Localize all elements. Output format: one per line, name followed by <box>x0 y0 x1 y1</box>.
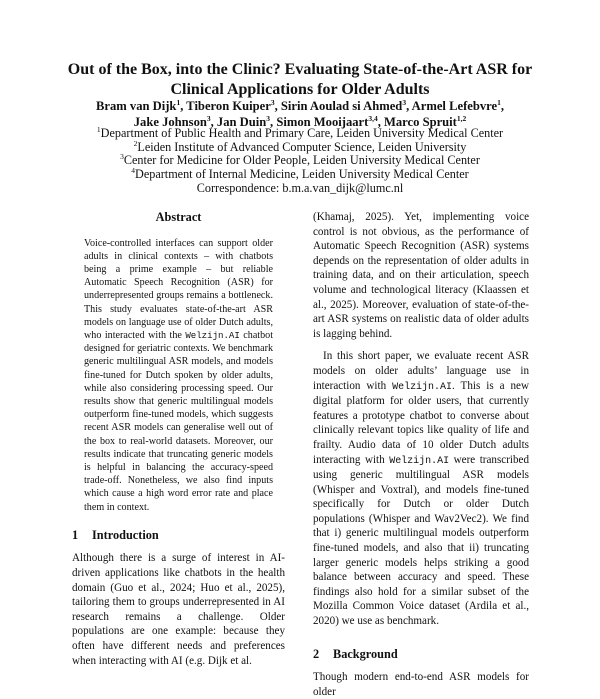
platform-name: Welzijn.AI <box>389 454 450 466</box>
platform-name: Welzijn.AI <box>392 380 453 392</box>
author: Simon Mooijaart$^{3,4}$ <box>276 113 378 129</box>
author: Sirin Aoulad si Ahmed$^3$ <box>280 97 407 113</box>
author: Tiberon Kuiper$^3$ <box>186 97 275 113</box>
background-paragraph: Though modern end-to-end ASR models for older <box>313 671 529 698</box>
body-paragraph: In this short paper, we evaluate recent ASR models on older adults’ language use in interaction with Welzijn.AI. This is a new digital platform for older users, that currently features a prototype chatbot to converse about clinically relevant topics like quality of life and frailty. Audio data of 10 older Dutch adults interacting with Welzijn.AI were transcribed using generic multilingual ASR models (Whisper and Voxtral), and models fine-tuned specifically for Dutch or older Dutch populations (Whisper and Wav2Vec2). We find that i) generic multilingual models outperform fine-tuned models, and also that ii) truncating larger generic models helps striking a good balance between accuracy and speed. These findings also hold for a similar subset of the Mozilla Common Voice dataset (Ardila et al., 2020) we use as benchmark. <box>313 350 529 628</box>
author: Marco Spruit$^{1,2}$ <box>384 113 467 129</box>
author: Jake Johnson$^3$ <box>133 113 211 129</box>
affiliation: $^4$Department of Internal Medicine, Leiden University Medical Center <box>131 166 469 182</box>
right-column <box>313 210 529 699</box>
abstract-text: Voice-controlled interfaces can support older adults in clinical contexts – with chatbots being a prime example – but reliable Automatic Speech Recognition (ASR) for underrepresented groups remains a bottleneck. This study evaluates state-of-the-art ASR models on language use of older Dutch adults, who interacted with the Welzijn.AI chatbot designed for geriatric contexts. We benchmark generic multilingual ASR models, and models fine-tuned for Dutch spoken by older adults, while also considering processing speed. Our results show that generic multilingual models outperform fine-tuned models, which suggests recent ASR models can generalise well out of the box to real-world datasets. Moreover, our results indicate that truncating generic models is helpful in balancing the accuracy-speed trade-off. Nonetheless, we also find inputs which cause a high word error rate and place them in context. <box>84 237 274 513</box>
author-line-2: Jake Johnson$^3$, Jan Duin$^3$, Simon Mooijaart$^{3,4}$, Marco Spruit$^{1,2}$ <box>133 113 467 129</box>
paper-title: Out of the Box, into the Clinic? Evaluating State-of-the-Art ASR for Clinical Applications for Older Adults <box>67 61 533 98</box>
body-paragraph: (Khamaj, 2025). Yet, implementing voice control is not obvious, as the performance of Automatic Speech Recognition (ASR) systems depends on the representation of older adults in training data, and on their articulation, speech volume and technological literacy (Klaassen et al., 2025). Moreover, evaluation of state-of-the-art ASR systems on realistic data of older adults is lagging behind. <box>313 211 529 340</box>
introduction-paragraph: Although there is a surge of interest in AI-driven applications like chatbots in the health domain (Guo et al., 2024; Huo et al., 2025), tailoring them to groups underrepresented in AI research remains a challenge. Older populations are one example: because they often have different needs and preferences when interacting with AI (e.g. Dijk et al. <box>72 552 285 667</box>
author: Armel Lefebvre$^1$ <box>411 97 501 113</box>
author: Jan Duin$^3$ <box>216 113 271 129</box>
author: Bram van Dijk$^1$ <box>95 97 181 113</box>
correspondence: Correspondence: b.m.a.van_dijk@lumc.nl <box>196 180 404 195</box>
section-heading-introduction: 1 Introduction <box>72 527 159 542</box>
left-column <box>72 210 285 668</box>
affiliation: $^1$Department of Public Health and Primary Care, Leiden University Medical Center <box>96 124 504 140</box>
section-heading-background: 2 Background <box>313 646 398 661</box>
affiliation: $^2$Leiden Institute of Advanced Computer Science, Leiden University <box>133 138 467 154</box>
abstract-heading: Abstract <box>155 210 202 224</box>
affiliation: $^3$Center for Medicine for Older People, Leiden University Medical Center <box>120 152 480 168</box>
platform-name: Welzijn.AI <box>185 330 240 342</box>
affiliations <box>60 124 540 196</box>
author-line-1: Bram van Dijk$^1$, Tiberon Kuiper$^3$, Sirin Aoulad si Ahmed$^3$, Armel Lefebvre$^1$, <box>95 97 505 113</box>
